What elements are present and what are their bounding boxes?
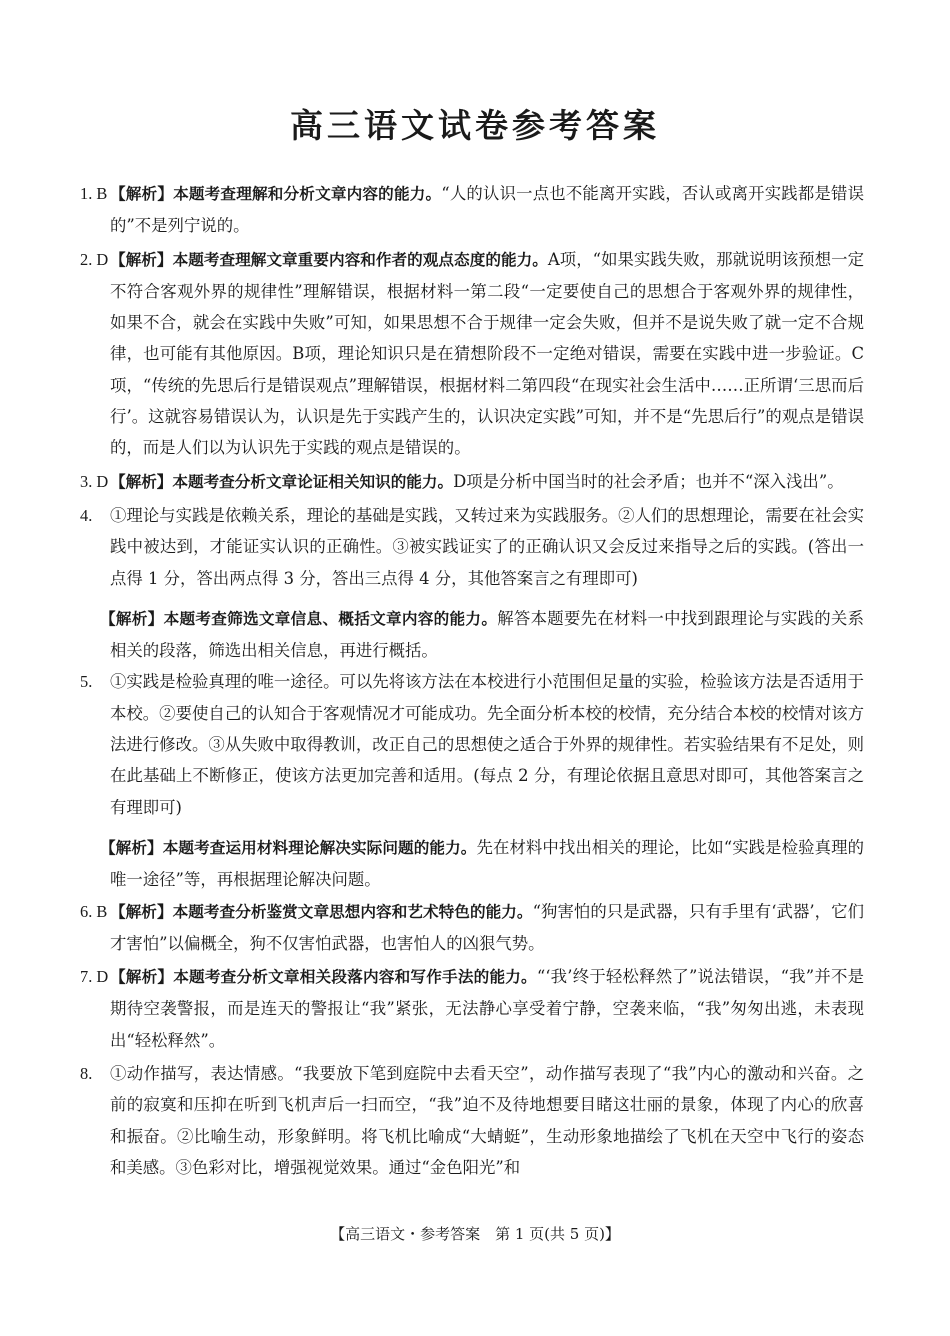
answer-body: ①动作描写，表达情感。“我要放下笔到庭院中去看天空”，动作描写表现了“我”内心的激动和兴奋。之前的寂寞和压抑在听到飞机声后一扫而空，“我”迫不及待地想要目睹这壮丽的景象，体现了内心的欣喜和振奋。②比喻生动，形象鲜明。将飞机比喻成“大蜻蜓”，生动形象地描绘了飞机在天空中飞行的姿态和美感。③色彩对比，增强视觉效果。通过“金色阳光”和 (110, 1064, 864, 1177)
analysis-body: 先在材料中找出相关的理论，比如“实践是检验真理的唯一途径”等，再根据理论解决问题。 (110, 837, 864, 890)
answer-number: 8. (80, 1064, 93, 1084)
page-title: 高三语文试卷参考答案 (290, 106, 660, 145)
answer-3 (80, 466, 864, 498)
analysis-label: 【解析】 (100, 609, 164, 628)
analysis-body: “‘我’终于轻松释然了”说法错误，“我”并不是期待空袭警报，而是连天的警报让“我”紧张，无法静心享受着宁静，空袭来临，“我”匆匆出逃，未表现出“轻松释然”。 (110, 967, 864, 1050)
answer-number: 3. D (80, 471, 109, 491)
answer-number: 2. D (80, 249, 109, 269)
analysis-body: A项，“如果实践失败，那就说明该预想一定不符合客观外界的规律性”理解错误，根据材料一第二段“一定要使自己的思想合于客观外界的规律性，如果不合，就会在实践中失败”可知，如果思想不合于规律一定会失败，但并不是说失败了就一定不合规律，也可能有其他原因。B项，理论知识只是在猜想阶段不一定绝对错误，需要在实践中进一步验证。C项，“传统的先思后行是错误观点”理解错误，根据材料二第四段“在现实社会生活中……正所谓‘三思而后行’。这就容易错误认为，认识是先于实践产生的，认识决定实践”可知，并不是“先思后行”的观点是错误的，而是人们以为认识先于实践的观点是错误的。 (110, 249, 864, 458)
analysis-label: 【解析】 (110, 472, 173, 491)
analysis-body: “狗害怕的只是武器，只有手里有‘武器’，它们才害怕”以偏概全，狗不仅害怕武器，也害怕人的凶狠气势。 (110, 901, 864, 953)
analysis-lead: 本题考查分析鉴赏文章思想内容和艺术特色的能力。 (172, 902, 533, 921)
answer-4-analysis (80, 603, 864, 667)
answer-list (80, 178, 864, 1185)
page-footer: 【高三语文・参考答案 第 1 页(共 5 页)】 (330, 1225, 620, 1243)
answer-number: 1. B (80, 184, 108, 203)
answer-number: 6. B (80, 901, 108, 921)
analysis-label: 【解析】 (110, 250, 173, 269)
answer-7 (80, 961, 864, 1056)
answer-8 (80, 1058, 864, 1183)
answer-2 (80, 244, 864, 464)
analysis-label: 【解析】 (110, 185, 174, 203)
analysis-lead: 本题考查分析文章相关段落内容和写作手法的能力。 (173, 968, 537, 987)
answer-body: ①理论与实践是依赖关系，理论的基础是实践，又转过来为实践服务。②人们的思想理论，需要在社会实践中被达到，才能证实认识的正确性。③被实践证实了的正确认识又会反过来指导之后的实践。(答出一点得 1 分，答出两点得 3 分，答出三点得 4 分，其他答案言之有理即可) (110, 505, 864, 588)
analysis-lead: 本题考查运用材料理论解决实际问题的能力。 (162, 838, 477, 857)
analysis-lead: 本题考查理解和分析文章内容的能力。 (173, 185, 442, 203)
analysis-label: 【解析】 (110, 968, 174, 987)
analysis-lead: 本题考查分析文章论证相关知识的能力。 (172, 472, 454, 491)
analysis-body: “人的认识一点也不能离开实践，否认或离开实践都是错误的”不是列宁说的。 (110, 184, 864, 236)
answer-5 (80, 666, 864, 822)
analysis-lead: 本题考查理解文章重要内容和作者的观点态度的能力。 (172, 250, 548, 269)
answer-number: 5. (80, 672, 93, 692)
analysis-label: 【解析】 (110, 902, 173, 921)
answer-number: 7. D (80, 967, 109, 987)
answer-body: ①实践是检验真理的唯一途径。可以先将该方法在本校进行小范围但足量的实验，检验该方法是否适用于本校。②要使自己的认知合于客观情况才可能成功。先全面分析本校的校情，充分结合本校的校情对该方法进行修改。③从失败中取得教训，改正自己的思想使之适合于外界的规律性。若实验结果有不足处，则在此基础上不断修正，使该方法更加完善和适用。(每点 2 分，有理论依据且意思对即可，其他答案言之有理即可) (110, 672, 864, 817)
answer-1 (80, 178, 864, 242)
answer-5-analysis (80, 832, 864, 896)
analysis-body: D项是分析中国当时的社会矛盾；也并不“深入浅出”。 (453, 471, 844, 491)
analysis-label: 【解析】 (100, 838, 163, 857)
analysis-body: 解答本题要先在材料一中找到跟理论与实践的关系相关的段落，筛选出相关信息，再进行概括。 (110, 608, 864, 661)
analysis-lead: 本题考查筛选文章信息、概括文章内容的能力。 (163, 609, 498, 628)
answer-number: 4. (80, 505, 93, 525)
answer-6 (80, 896, 864, 960)
answer-4 (80, 500, 864, 594)
